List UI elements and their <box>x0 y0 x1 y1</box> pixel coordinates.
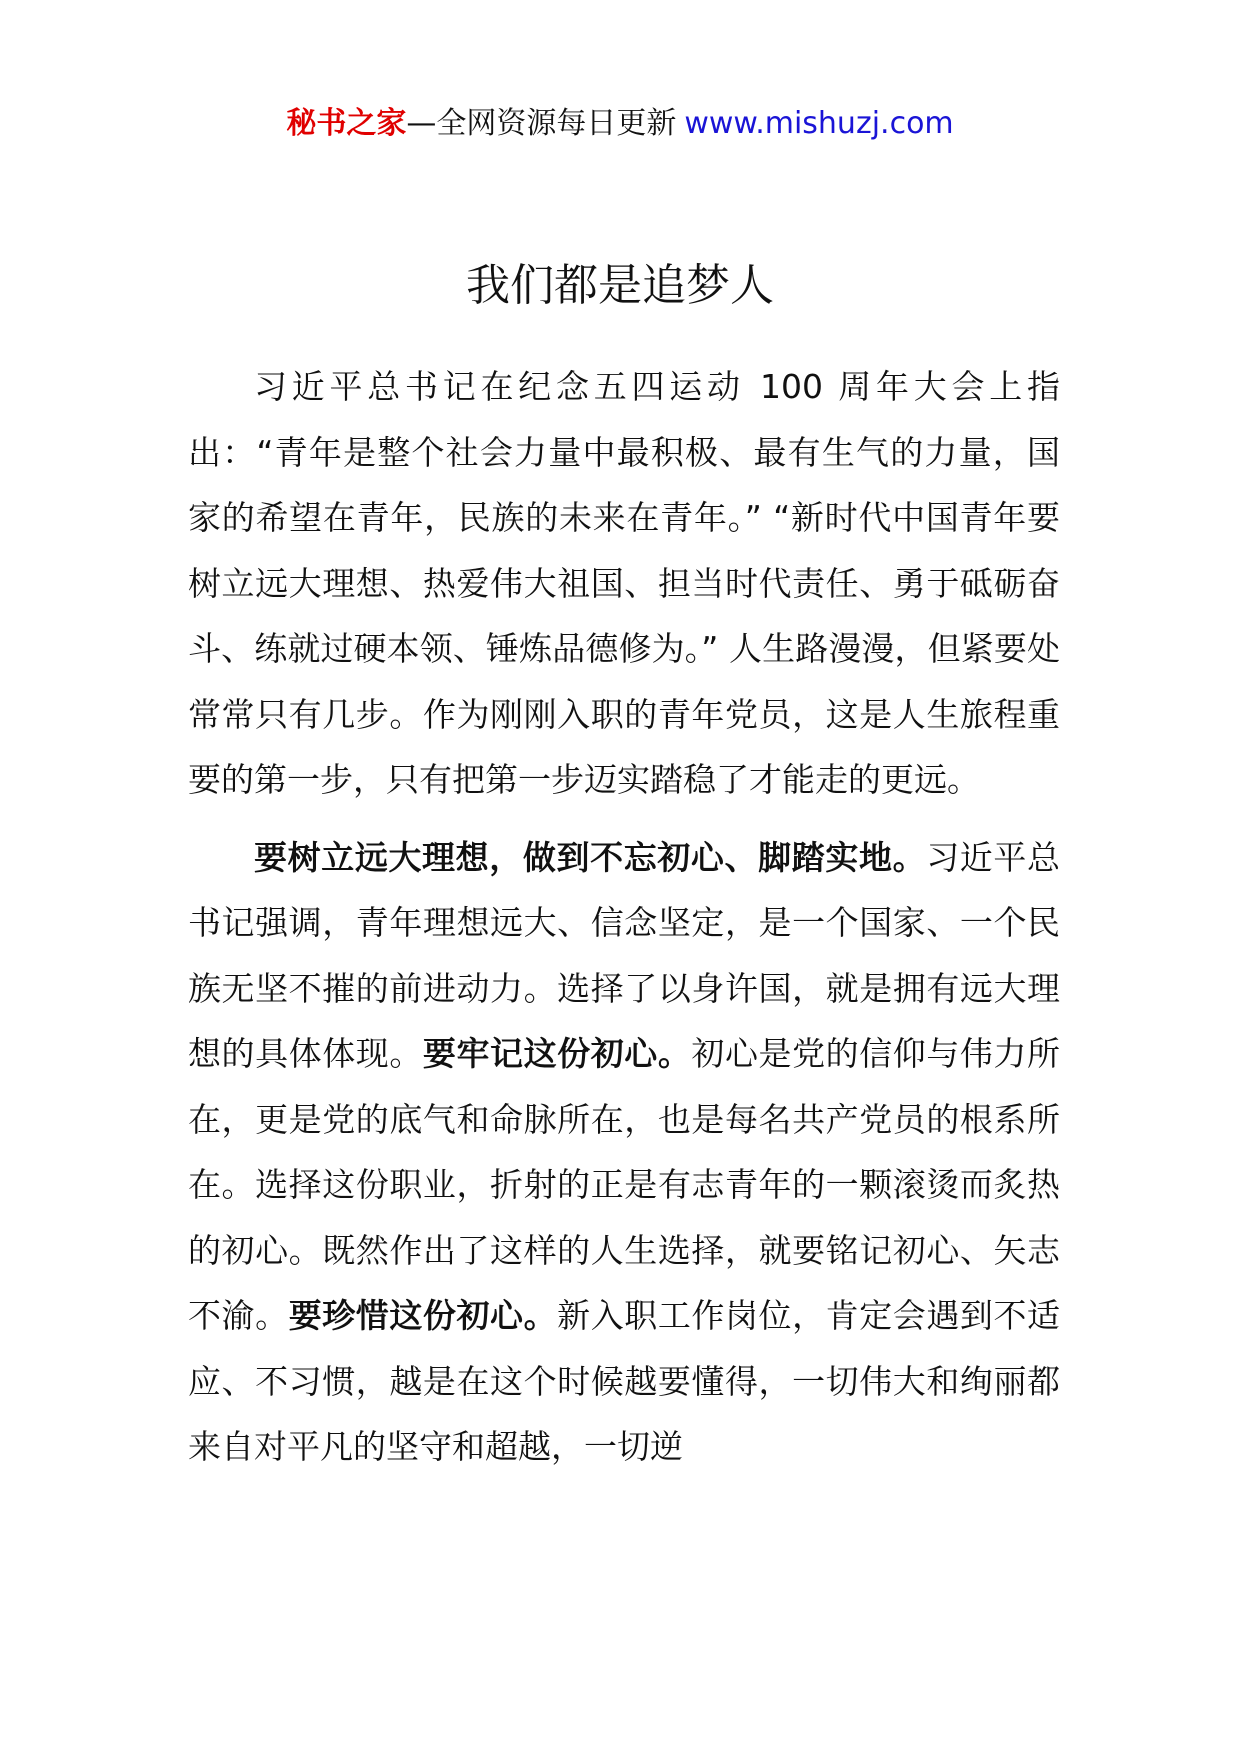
paragraph-text: 初心是党的信仰与伟力所在，更是党的底气和命脉所在，也是每名共产党员的根系所在。选择这份职业，折射的正是有志青年的一颗滚烫而炙热的初心。既然作出了这样的人生选择，就要铭记初心、矢志不渝。 <box>188 1034 1061 1335</box>
header-slogan: —全网资源每日更新 <box>406 106 677 141</box>
paragraph-text: 习近平总书记在纪念五四运动 100 周年大会上指出：“青年是整个社会力量中最积极、最有生气的力量，国家的希望在青年，民族的未来在青年。” “新时代中国青年要树立远大理想、热爱伟大祖国、担当时代责任、勇于砥砺奋斗、练就过硬本领、锤炼品德修为。” 人生路漫漫，但紧要处常常只有几步。作为刚刚入职的青年党员，这是人生旅程重要的第一步，只有把第一步迈实踏稳了才能走的更远。 <box>188 367 1060 799</box>
paragraph-heading: 要树立远大理想，做到不忘初心、脚踏实地。 <box>254 837 927 877</box>
paragraph <box>188 354 1060 813</box>
brand-name: 秘书之家 <box>286 106 407 141</box>
paragraph <box>188 825 1060 1480</box>
website-link[interactable]: www.mishuzj.com <box>684 106 954 141</box>
document-title: 我们都是追梦人 <box>466 260 774 311</box>
paragraph-text: 习近平总书记强调，青年理想远大、信念坚定，是一个国家、一个民族无坚不摧的前进动力。选择了以身许国，就是拥有远大理想的具体体现。 <box>188 837 1061 1073</box>
paragraph-subheading: 要珍惜这份初心。 <box>288 1296 558 1335</box>
document-body <box>188 354 1060 1480</box>
paragraph-subheading: 要牢记这份初心。 <box>422 1034 692 1073</box>
paragraph-text: 新入职工作岗位，肯定会遇到不适应、不习惯，越是在这个时候越要懂得，一切伟大和绚丽都来自对平凡的坚守和超越，一切逆 <box>188 1296 1061 1466</box>
page-header <box>0 102 1240 146</box>
